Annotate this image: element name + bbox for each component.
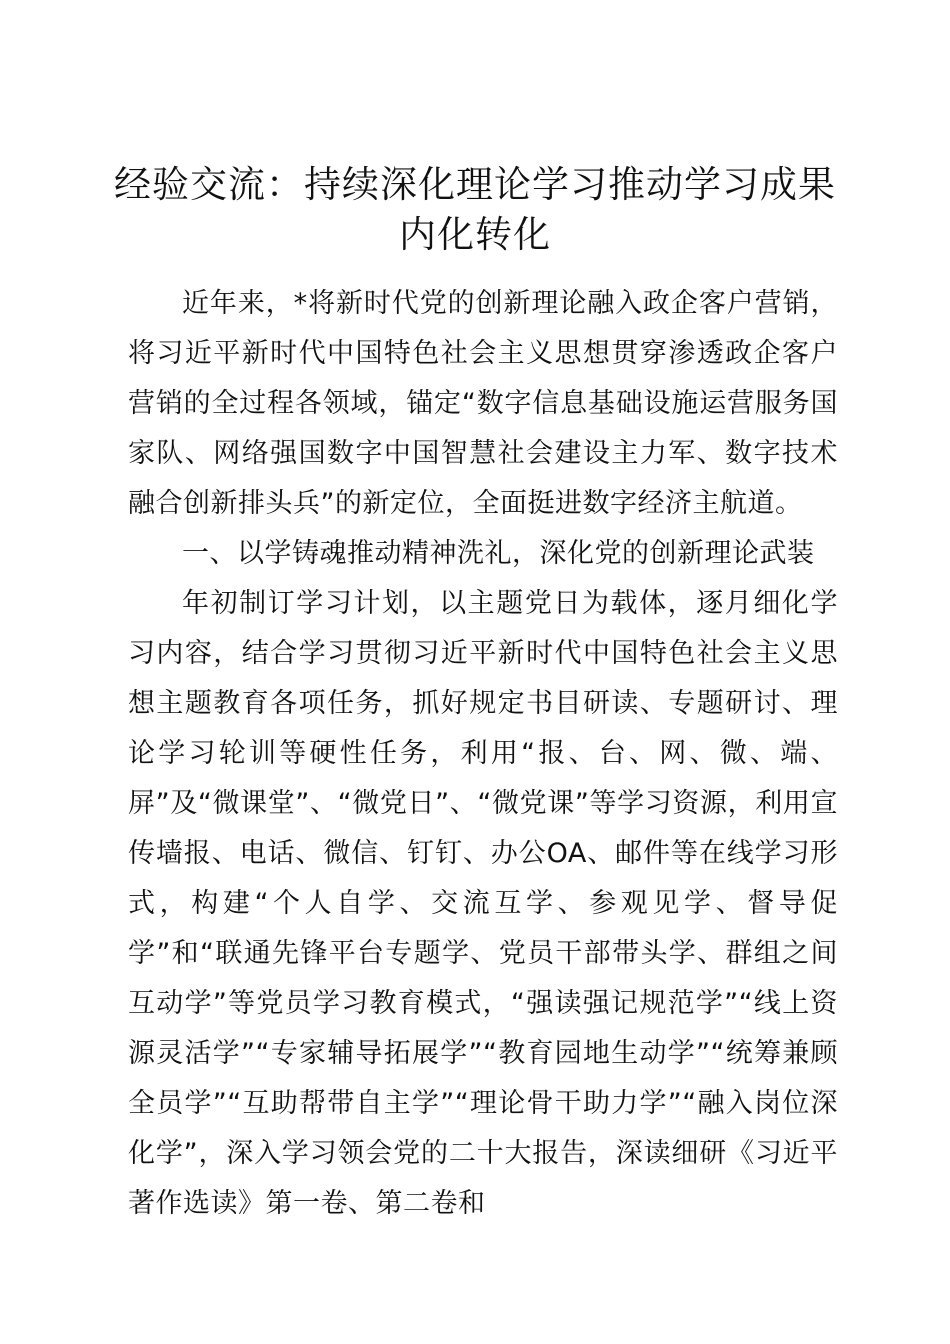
intro-paragraph: 近年来，*将新时代党的创新理论融入政企客户营销，将习近平新时代中国特色社会主义思想贯穿渗透政企客户营销的全过程各领域，锚定“数字信息基础设施运营服务国家队、网络强国数字中国智慧社会建设主力军、数字技术融合创新排头兵”的新定位，全面挺进数字经济主航道。 xyxy=(128,288,838,519)
body-paragraph: 年初制订学习计划，以主题党日为载体，逐月细化学习内容，结合学习贯彻习近平新时代中国特色社会主义思想主题教育各项任务，抓好规定书目研读、专题研讨、理论学习轮训等硬性任务，利用“报、台、网、微、端、屏”及“微课堂”、“微党日”、“微党课”等学习资源，利用宣传墙报、电话、微信、钉钉、办公OA、邮件等在线学习形式，构建“个人自学、交流互学、参观见学、督导促学”和“联通先锋平台专题学、党员干部带头学、群组之间互动学”等党员学习教育模式，“强读强记规范学”“线上资源灵活学”“专家辅导拓展学”“教育园地生动学”“统筹兼顾全员学”“互助帮带自主学”“理论骨干助力学”“融入岗位深化学”，深入学习领会党的二十大报告，深读细研《习近平著作选读》第一卷、第二卷和 xyxy=(128,588,838,1219)
document-body xyxy=(128,279,838,1229)
document-title: 经验交流：持续深化理论学习推动学习成果内化转化 xyxy=(114,163,836,256)
section-heading: 一、以学铸魂推动精神洗礼，深化党的创新理论武装 xyxy=(182,538,815,569)
